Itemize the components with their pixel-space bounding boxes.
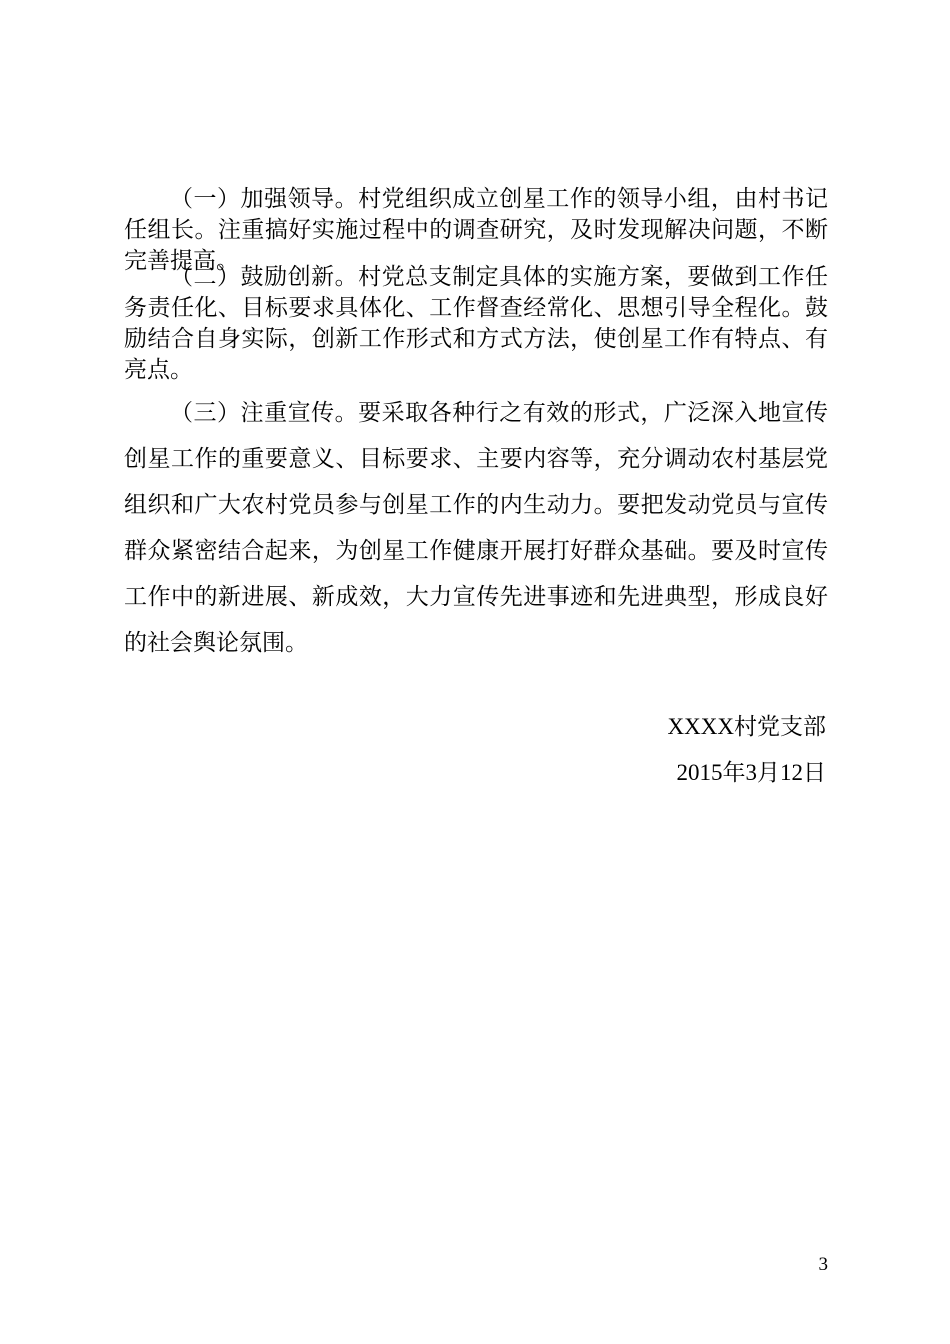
paragraph-strengthen-leadership: （一）加强领导。村党组织成立创星工作的领导小组，由村书记任组长。注重搞好实施过程中的调查研究，及时发现解决问题，不断完善提高。 [124,186,828,274]
paragraph-emphasize-publicity: （三）注重宣传。要采取各种行之有效的形式，广泛深入地宣传创星工作的重要意义、目标要求、主要内容等，充分调动农村基层党组织和广大农村党员参与创星工作的内生动力。要把发动党员与宣传群众紧密结合起来，为创星工作健康开展打好群众基础。要及时宣传工作中的新进展、新成效，大力宣传先进事迹和先进典型，形成良好的社会舆论氛围。 [124,400,828,656]
signature-organization: XXXX村党支部 [667,714,826,739]
page-number: 3 [818,1254,828,1275]
paragraph-encourage-innovation: （二）鼓励创新。村党总支制定具体的实施方案，要做到工作任务责任化、目标要求具体化、工作督查经常化、思想引导全程化。鼓励结合自身实际，创新工作形式和方式方法，使创星工作有特点、有亮点。 [124,264,828,383]
signature-date: 2015年3月12日 [676,760,826,785]
